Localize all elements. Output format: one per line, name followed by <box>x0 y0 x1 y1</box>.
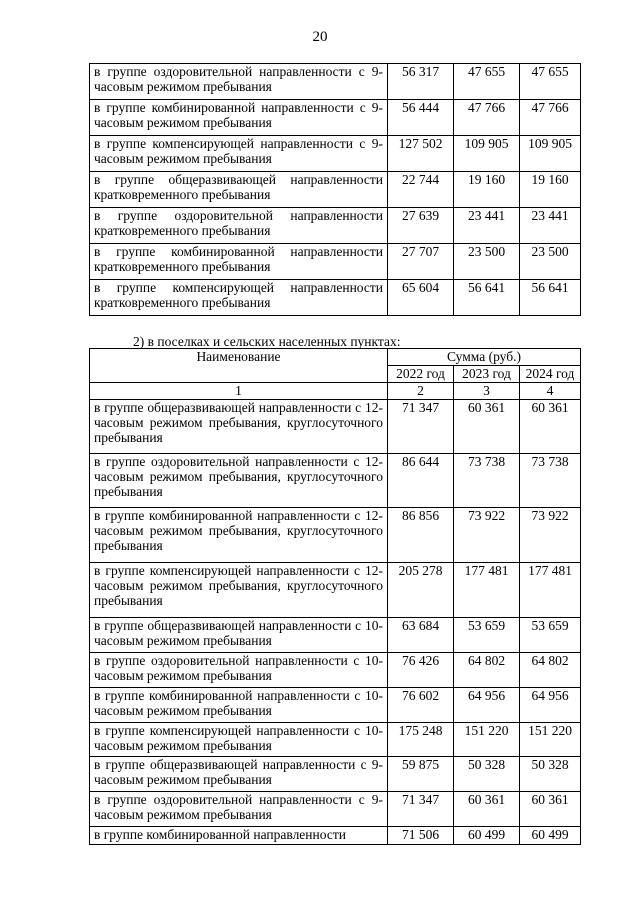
table-row <box>90 723 581 757</box>
row-name: в группе общеразвивающей направленности кратковременного пребывания <box>90 172 388 208</box>
value-2024: 53 659 <box>520 618 581 653</box>
value-2022: 127 502 <box>388 136 454 172</box>
value-2024: 23 500 <box>520 244 581 280</box>
value-2022: 71 506 <box>388 827 454 845</box>
row-name: в группе комбинированной направленности с 10-часовым режимом пребывания <box>90 688 388 723</box>
value-2022: 56 444 <box>388 100 454 136</box>
value-2023: 23 441 <box>454 208 520 244</box>
row-name: в группе комбинированной направленности <box>90 827 388 845</box>
value-2023: 151 220 <box>454 723 520 757</box>
table2-header <box>90 349 581 400</box>
table-row <box>90 136 581 172</box>
rates-table-rural <box>89 348 581 845</box>
table-row <box>90 688 581 723</box>
value-2022: 86 856 <box>388 508 454 563</box>
value-2024: 177 481 <box>520 563 581 618</box>
value-2024: 23 441 <box>520 208 581 244</box>
value-2024: 73 738 <box>520 454 581 508</box>
row-name: в группе оздоровительной направленности с 9-часовым режимом пребывания <box>90 792 388 827</box>
row-name: в группе комбинированной направленности с 12-часовым режимом пребывания, круглосуточного пребывания <box>90 508 388 563</box>
value-2024: 64 956 <box>520 688 581 723</box>
value-2024: 64 802 <box>520 653 581 688</box>
value-2023: 109 905 <box>454 136 520 172</box>
table1-body <box>90 64 581 316</box>
row-name: в группе оздоровительной направленности с 10-часовым режимом пребывания <box>90 653 388 688</box>
value-2023: 60 361 <box>454 400 520 454</box>
value-2023: 56 641 <box>454 280 520 316</box>
row-name: в группе общеразвивающей направленности с 10-часовым режимом пребывания <box>90 618 388 653</box>
value-2023: 53 659 <box>454 618 520 653</box>
value-2023: 47 766 <box>454 100 520 136</box>
page-number: 20 <box>312 29 328 45</box>
rates-table-continued <box>89 63 581 316</box>
value-2024: 56 641 <box>520 280 581 316</box>
table-row <box>90 64 581 100</box>
value-2022: 71 347 <box>388 792 454 827</box>
value-2024: 109 905 <box>520 136 581 172</box>
col-number-2: 2 <box>388 383 454 400</box>
value-2023: 73 738 <box>454 454 520 508</box>
value-2022: 76 602 <box>388 688 454 723</box>
value-2022: 56 317 <box>388 64 454 100</box>
header-year-2024: 2024 год <box>520 366 581 383</box>
value-2023: 64 956 <box>454 688 520 723</box>
row-name: в группе комбинированной направленности кратковременного пребывания <box>90 244 388 280</box>
value-2024: 60 361 <box>520 400 581 454</box>
value-2023: 64 802 <box>454 653 520 688</box>
table-row <box>90 100 581 136</box>
header-year-2022: 2022 год <box>388 366 454 383</box>
row-name: в группе общеразвивающей направленности с 12-часовым режимом пребывания, круглосуточного пребывания <box>90 400 388 454</box>
table-row <box>90 400 581 454</box>
value-2023: 23 500 <box>454 244 520 280</box>
value-2023: 73 922 <box>454 508 520 563</box>
row-name: в группе компенсирующей направленности кратковременного пребывания <box>90 280 388 316</box>
row-name: в группе компенсирующей направленности с 10-часовым режимом пребывания <box>90 723 388 757</box>
value-2022: 71 347 <box>388 400 454 454</box>
table-row <box>90 563 581 618</box>
value-2022: 22 744 <box>388 172 454 208</box>
table-row <box>90 280 581 316</box>
value-2022: 27 707 <box>388 244 454 280</box>
value-2024: 47 766 <box>520 100 581 136</box>
value-2023: 47 655 <box>454 64 520 100</box>
value-2022: 59 875 <box>388 757 454 792</box>
header-sum: Сумма (руб.) <box>388 349 581 366</box>
value-2024: 19 160 <box>520 172 581 208</box>
value-2023: 177 481 <box>454 563 520 618</box>
value-2022: 27 639 <box>388 208 454 244</box>
row-name: в группе общеразвивающей направленности с 9-часовым режимом пребывания <box>90 757 388 792</box>
row-name: в группе компенсирующей направленности с 12-часовым режимом пребывания, круглосуточного пребывания <box>90 563 388 618</box>
table-row <box>90 244 581 280</box>
value-2024: 60 361 <box>520 792 581 827</box>
col-number-4: 4 <box>520 383 581 400</box>
row-name: в группе компенсирующей направленности с 9-часовым режимом пребывания <box>90 136 388 172</box>
value-2024: 73 922 <box>520 508 581 563</box>
value-2022: 63 684 <box>388 618 454 653</box>
value-2024: 151 220 <box>520 723 581 757</box>
value-2024: 50 328 <box>520 757 581 792</box>
table-row <box>90 827 581 845</box>
value-2023: 50 328 <box>454 757 520 792</box>
row-name: в группе оздоровительной направленности с 9-часовым режимом пребывания <box>90 64 388 100</box>
col-number-3: 3 <box>454 383 520 400</box>
row-name: в группе оздоровительной направленности с 12-часовым режимом пребывания, круглосуточного пребывания <box>90 454 388 508</box>
value-2022: 65 604 <box>388 280 454 316</box>
table-row <box>90 508 581 563</box>
value-2022: 76 426 <box>388 653 454 688</box>
value-2024: 60 499 <box>520 827 581 845</box>
table-row <box>90 618 581 653</box>
row-name: в группе комбинированной направленности с 9-часовым режимом пребывания <box>90 100 388 136</box>
value-2022: 86 644 <box>388 454 454 508</box>
value-2022: 205 278 <box>388 563 454 618</box>
header-year-2023: 2023 год <box>454 366 520 383</box>
table-row <box>90 454 581 508</box>
table-row <box>90 208 581 244</box>
row-name: в группе оздоровительной направленности кратковременного пребывания <box>90 208 388 244</box>
table-row <box>90 172 581 208</box>
table2-body <box>90 400 581 845</box>
value-2022: 175 248 <box>388 723 454 757</box>
header-name: Наименование <box>90 349 388 383</box>
value-2023: 60 361 <box>454 792 520 827</box>
value-2023: 60 499 <box>454 827 520 845</box>
table-row <box>90 653 581 688</box>
table-row <box>90 757 581 792</box>
table-row <box>90 792 581 827</box>
col-number-1: 1 <box>90 383 388 400</box>
value-2024: 47 655 <box>520 64 581 100</box>
value-2023: 19 160 <box>454 172 520 208</box>
section-heading: 2) в поселках и сельских населенных пунктах: <box>133 334 401 349</box>
